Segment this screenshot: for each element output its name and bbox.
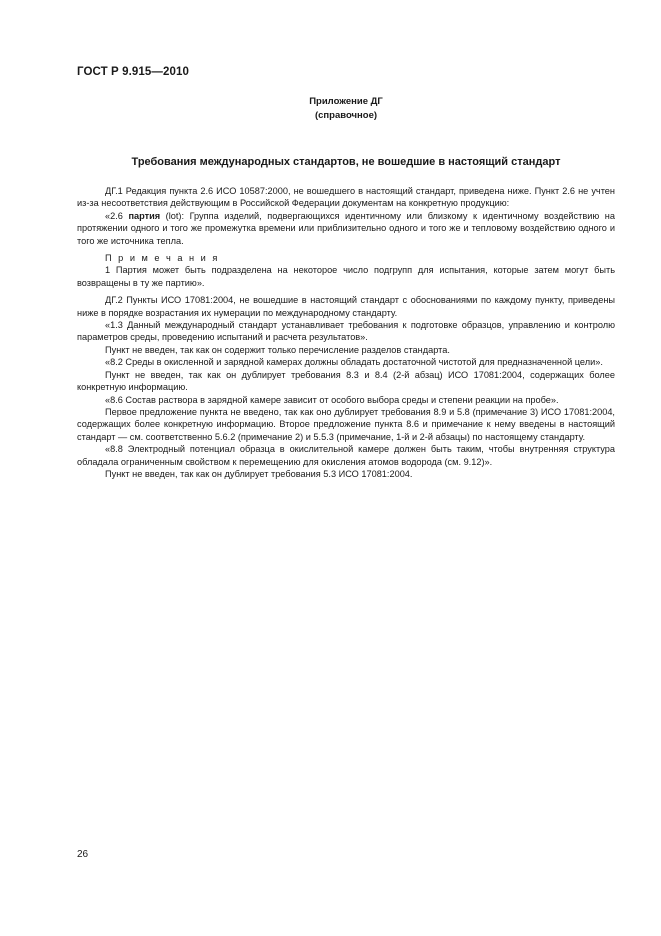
- definition-text: (lot): Группа изделий, подвергающихся идентичному или близкому к идентичному воздействию на протяжении одного и того же промежутка времени или приблизительно одного и того же и тепловому воздействию одного и того же источника тепла.: [77, 210, 615, 246]
- appendix-type: (справочное): [314, 110, 378, 121]
- document-code: ГОСТ Р 9.915—2010: [77, 66, 189, 78]
- appendix-label: [250, 95, 442, 123]
- note-1: 1 Партия может быть подразделена на некоторое число подгрупп для испытания, которые затем могут быть возвращены в ту же партию».: [77, 265, 615, 288]
- section-title: Требования международных стандартов, не вошедшие в настоящий стандарт: [131, 156, 561, 168]
- paragraph-clause-8-6-reason: Первое предложение пункта не введено, так как оно дублирует требования 8.9 и 5.8 (примечание 3) ИСО 17081:2004, содержащих более конкретную информацию. Второе предложение пункта 8.6 и примечание к нему введены в настоящий стандарт — см. соответственно 5.6.2 (примечание 2) и 5.5.3 (примечание, 1-й и 2-й абзацы) по настоящему стандарту.: [77, 406, 615, 442]
- page-number: 26: [77, 849, 89, 860]
- document-body: [77, 185, 615, 480]
- paragraph-clause-1-3: «1.3 Данный международный стандарт устанавливает требования к подготовке образцов, управлению и контролю параметров среды, проведению испытаний и расчета результатов».: [77, 320, 615, 343]
- paragraph-definition: [77, 210, 615, 247]
- paragraph-clause-1-3-reason: Пункт не введен, так как он содержит только перечисление разделов стандарта.: [105, 344, 450, 355]
- paragraph-dg2: ДГ.2 Пункты ИСО 17081:2004, не вошедшие в настоящий стандарт с обоснованиями по каждому пункту, приведены ниже в порядке возрастания их нумерации по международному стандарту.: [77, 295, 615, 318]
- paragraph-dg1: ДГ.1 Редакция пункта 2.6 ИСО 10587:2000, не вошедшего в настоящий стандарт, приведена ниже. Пункт 2.6 не учтен из-за несоответствия действующим в Российской Федерации документам на конкретную продукцию:: [77, 186, 615, 209]
- notes-heading: П р и м е ч а н и я: [105, 253, 220, 264]
- paragraph-clause-8-2: «8.2 Среды в окисленной и зарядной камерах должны обладать достаточной чистотой для предназначенной цели».: [105, 357, 603, 368]
- paragraph-clause-8-8-reason: Пункт не введен, так как он дублирует требования 5.3 ИСО 17081:2004.: [105, 468, 413, 479]
- definition-prefix: «2.6: [105, 210, 129, 221]
- definition-term: партия: [128, 210, 161, 221]
- paragraph-clause-8-2-reason: Пункт не введен, так как он дублирует требования 8.3 и 8.4 (2-й абзац) ИСО 17081:2004, содержащих более конкретную информацию.: [77, 369, 615, 393]
- paragraph-clause-8-8: «8.8 Электродный потенциал образца в окислительной камере должен быть таким, чтобы внутренняя структура обладала ограниченным свойством к перемещению для окисления атомов водорода (см. 9.12)».: [77, 444, 615, 467]
- appendix-title: Приложение ДГ: [309, 96, 383, 107]
- paragraph-clause-8-6: «8.6 Состав раствора в зарядной камере зависит от особого выбора среды и степени реакции на пробе».: [105, 394, 559, 405]
